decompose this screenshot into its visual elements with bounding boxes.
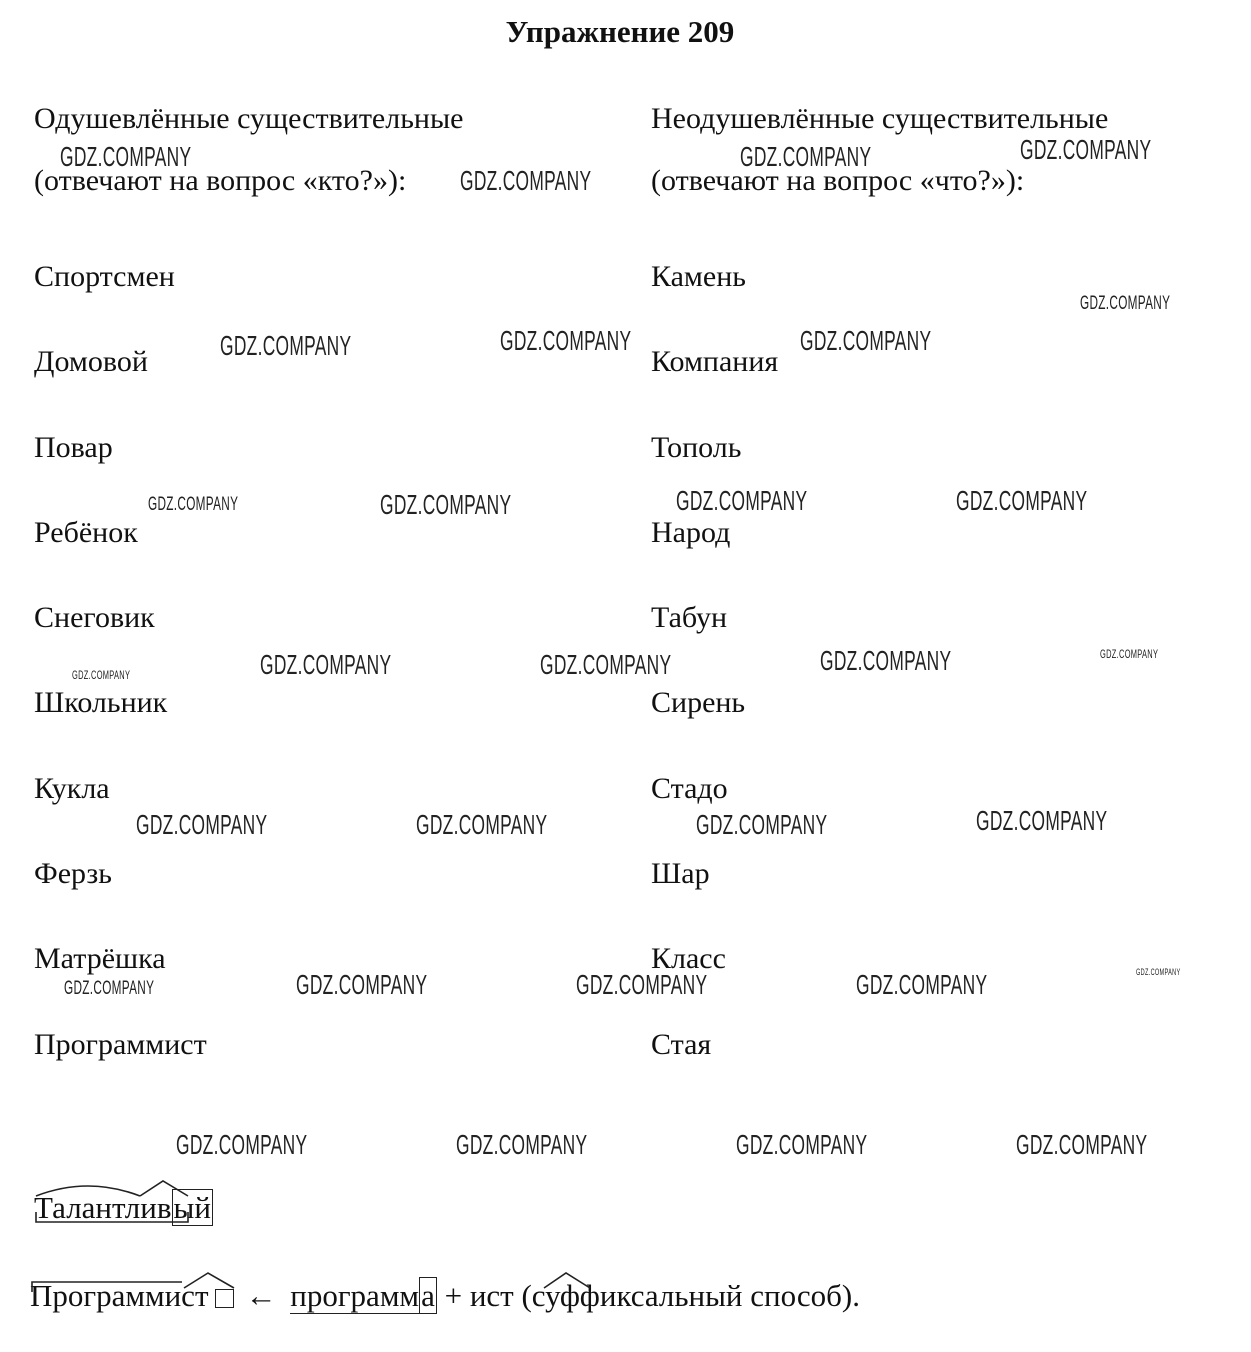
watermark: GDZ.COMPANY bbox=[800, 325, 932, 356]
arrow-left-icon: ← bbox=[245, 1278, 277, 1313]
watermark: GDZ.COMPANY bbox=[60, 141, 192, 172]
inanimate-heading: Неодушевлённые существительные (отвечают на вопрос «что?»): bbox=[651, 102, 1109, 197]
watermark: GDZ.COMPANY bbox=[416, 809, 548, 840]
watermark: GDZ.COMPANY bbox=[956, 485, 1088, 516]
list-item: Спортсмен bbox=[34, 260, 175, 293]
list-item: Школьник bbox=[34, 686, 168, 720]
zero-ending-box bbox=[215, 1289, 234, 1308]
watermark: GDZ.COMPANY bbox=[1136, 967, 1181, 977]
base-word-ending: а bbox=[421, 1278, 435, 1313]
list-item: Народ bbox=[651, 515, 731, 549]
list-item: Класс bbox=[651, 942, 726, 976]
list-item: Программист bbox=[34, 1027, 207, 1061]
watermark: GDZ.COMPANY bbox=[540, 649, 672, 680]
watermark: GDZ.COMPANY bbox=[1100, 647, 1159, 661]
inanimate-nouns-column bbox=[651, 88, 1231, 1087]
watermark: GDZ.COMPANY bbox=[1020, 134, 1152, 165]
watermark: GDZ.COMPANY bbox=[260, 649, 392, 680]
watermark: GDZ.COMPANY bbox=[1080, 293, 1171, 314]
animate-word-list bbox=[34, 234, 614, 1087]
watermark: GDZ.COMPANY bbox=[740, 141, 872, 172]
list-item: Сирень bbox=[651, 686, 746, 720]
watermark: GDZ.COMPANY bbox=[576, 969, 708, 1000]
list-item: Тополь bbox=[651, 430, 742, 464]
list-item: Ребёнок bbox=[34, 515, 138, 549]
watermark: GDZ.COMPANY bbox=[460, 165, 592, 196]
watermark: GDZ.COMPANY bbox=[380, 489, 512, 520]
base-word-root: программ bbox=[290, 1278, 420, 1313]
list-item: Повар bbox=[34, 430, 113, 464]
list-item: Компания bbox=[651, 345, 779, 379]
list-item: Шар bbox=[651, 857, 710, 891]
watermark: GDZ.COMPANY bbox=[500, 325, 632, 356]
word-base: Талантлив bbox=[34, 1190, 172, 1225]
list-item: Камень bbox=[651, 260, 746, 293]
watermark: GDZ.COMPANY bbox=[176, 1129, 308, 1160]
exercise-title: Упражнение 209 bbox=[505, 14, 735, 49]
inanimate-word-list bbox=[651, 234, 1231, 1087]
morpheme-analysis-talantlivy bbox=[34, 1190, 213, 1226]
list-item: Матрёшка bbox=[34, 942, 166, 976]
list-item: Стадо bbox=[651, 771, 728, 805]
watermark: GDZ.COMPANY bbox=[976, 805, 1108, 836]
watermark: GDZ.COMPANY bbox=[72, 668, 131, 682]
watermark: GDZ.COMPANY bbox=[736, 1129, 868, 1160]
list-item: Ферзь bbox=[34, 857, 112, 891]
list-item: Снеговик bbox=[34, 601, 155, 635]
watermark: GDZ.COMPANY bbox=[696, 809, 828, 840]
watermark: GDZ.COMPANY bbox=[856, 969, 988, 1000]
watermark: GDZ.COMPANY bbox=[64, 978, 155, 999]
watermark: GDZ.COMPANY bbox=[136, 809, 268, 840]
watermark: GDZ.COMPANY bbox=[1016, 1129, 1148, 1160]
list-item: Домовой bbox=[34, 345, 148, 379]
derived-word: Программист bbox=[30, 1278, 209, 1313]
list-item: Стая bbox=[651, 1027, 712, 1061]
watermark: GDZ.COMPANY bbox=[148, 494, 239, 515]
list-item: Кукла bbox=[34, 771, 110, 805]
watermark: GDZ.COMPANY bbox=[220, 330, 352, 361]
derivation-method: (суффиксальный способ). bbox=[521, 1278, 861, 1313]
list-item: Табун bbox=[651, 601, 728, 635]
watermark: GDZ.COMPANY bbox=[820, 645, 952, 676]
plus-sign: + bbox=[444, 1278, 463, 1313]
watermark: GDZ.COMPANY bbox=[676, 485, 808, 516]
watermark: GDZ.COMPANY bbox=[296, 969, 428, 1000]
animate-heading: Одушевлённые существительные (отвечают на вопрос «кто?»): bbox=[34, 102, 464, 197]
watermark: GDZ.COMPANY bbox=[456, 1129, 588, 1160]
ending: ый bbox=[173, 1190, 211, 1225]
animate-nouns-column bbox=[34, 88, 614, 1087]
suffix: ист bbox=[469, 1278, 514, 1313]
morpheme-analysis-programmist bbox=[30, 1278, 860, 1314]
